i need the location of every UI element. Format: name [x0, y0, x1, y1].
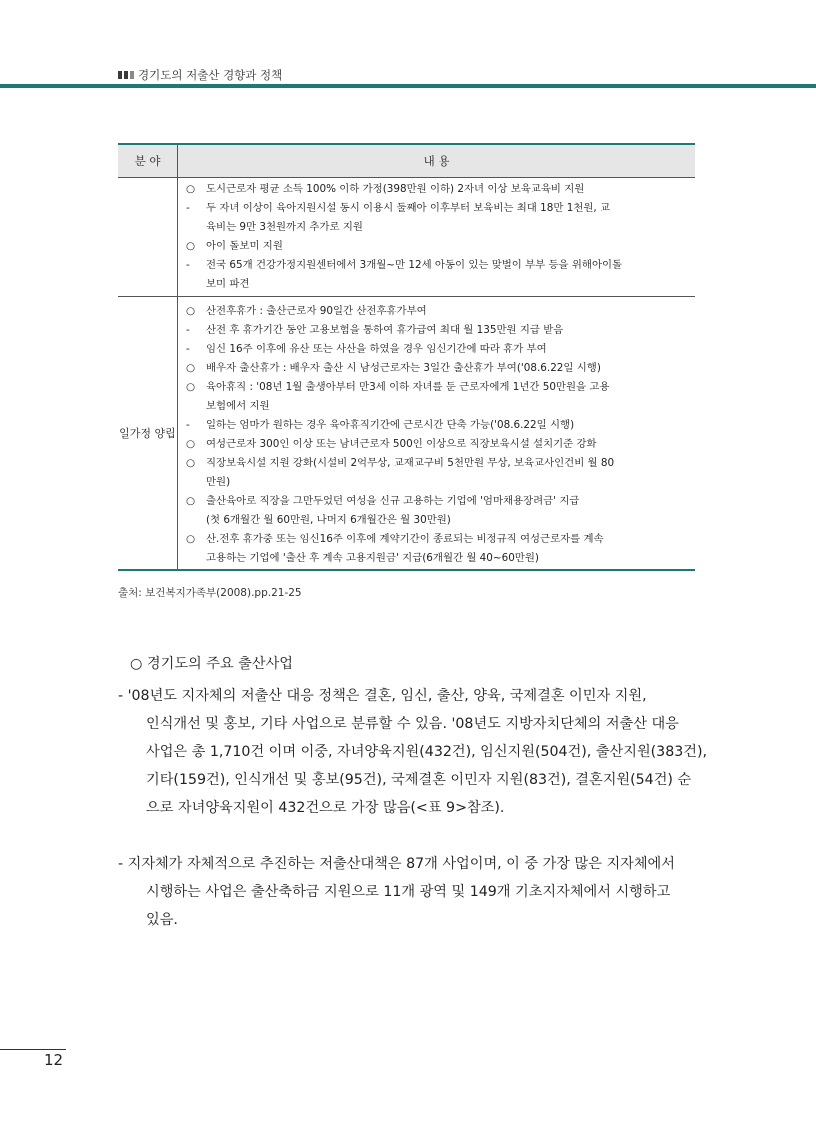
paragraph-line: 사업은 총 1,710건 이며 이중, 자녀양육지원(432건), 임신지원(504건), 출산지원(383건), — [146, 744, 708, 760]
list-item: ○ 산.전후 휴가중 또는 임신16주 이후에 계약기간이 종료되는 비정규직 여성근로자를 계속 — [186, 533, 604, 545]
list-item: ○ 직장보육시설 지원 강화(시설비 2억무상, 교재교구비 5천만원 무상, 보육교사인건비 월 80 — [186, 457, 615, 469]
row-field — [118, 178, 178, 297]
paragraph-line: 인식개선 및 홍보, 기타 사업으로 분류할 수 있음. '08년도 지방자치단체의 저출산 대응 — [146, 716, 679, 732]
paragraph-line: 으로 자녀양육지원이 432건으로 가장 많음(<표 9>참조). — [146, 800, 505, 816]
table-header-row — [118, 144, 695, 178]
list-item: ○ 여성근로자 300인 이상 또는 남녀근로자 500인 이상으로 직장보육시설 설치기준 강화 — [186, 438, 597, 450]
list-item-continued: 만원) — [206, 476, 231, 488]
section-heading: ○ 경기도의 주요 출산사업 — [130, 656, 293, 672]
list-item: ○ 도시근로자 평균 소득 100% 이하 가정(398만원 이하) 2자녀 이상 보육교육비 지원 — [186, 183, 585, 195]
table-row — [118, 178, 695, 297]
column-header-field: 분 야 — [118, 144, 178, 178]
paragraph-line: 기타(159건), 인식개선 및 홍보(95건), 국제결혼 이민자 지원(83건), 결혼지원(54건) 순 — [146, 772, 692, 788]
footer-rule — [0, 1049, 66, 1050]
table-row — [118, 297, 695, 571]
row-content — [178, 297, 696, 571]
list-item-continued: 육비는 9만 3천원까지 추가로 지원 — [206, 221, 363, 233]
list-item-continued: (첫 6개월간 월 60만원, 나머지 6개월간은 월 30만원) — [206, 514, 451, 526]
list-item: - 임신 16주 이후에 유산 또는 사산을 하였을 경우 임신기간에 따라 휴가 부여 — [186, 343, 547, 355]
list-item: - 전국 65개 건강가정지원센터에서 3개월~만 12세 아동이 있는 맞벌이 부부 등을 위해아이돌 — [186, 259, 623, 271]
list-item-continued: 고용하는 기업에 '출산 후 계속 고용지원금' 지급(6개월간 월 40~60만원) — [206, 552, 539, 564]
table-source-note: 출처: 보건복지가족부(2008).pp.21-25 — [118, 587, 302, 599]
list-item: ○ 배우자 출산휴가 : 배우자 출산 시 남성근로자는 3일간 출산휴가 부여('08.6.22일 시행) — [186, 362, 601, 374]
row-content — [178, 178, 696, 297]
paragraph-line: 있음. — [146, 912, 178, 928]
paragraph-line: - '08년도 지자체의 저출산 대응 정책은 결혼, 임신, 출산, 양육, 국제결혼 이민자 지원, — [118, 688, 647, 704]
paragraph-line: - 지자체가 자체적으로 추진하는 저출산대책은 87개 사업이며, 이 중 가장 많은 지자체에서 — [118, 856, 675, 872]
list-item-continued: 보험에서 지원 — [206, 400, 270, 412]
circle-bullet-icon: ○ — [130, 656, 143, 672]
policy-table — [118, 143, 695, 571]
list-item: ○ 출산육아로 직장을 그만두었던 여성을 신규 고용하는 기업에 '엄마채용장려금' 지급 — [186, 495, 580, 507]
list-item: ○ 육아휴직 : '08년 1월 출생아부터 만3세 이하 자녀를 둔 근로자에게 1년간 50만원을 고용 — [186, 381, 610, 393]
list-item: ○ 아이 돌보미 지원 — [186, 240, 283, 252]
list-item: - 두 자녀 이상이 육아지원시설 동시 이용시 둘째아 이후부터 보육비는 최대 18만 1천원, 교 — [186, 202, 611, 214]
header-rule — [0, 84, 816, 88]
list-item-continued: 보미 파견 — [206, 278, 250, 290]
row-field: 일가정 양립 — [118, 297, 178, 571]
list-item: - 산전 후 휴가기간 동안 고용보험을 통하여 휴가급여 최대 월 135만원 지급 받음 — [186, 324, 564, 336]
list-item: - 일하는 엄마가 원하는 경우 육아휴직기간에 근로시간 단축 가능('08.6.22일 시행) — [186, 419, 575, 431]
list-item: ○ 산전후휴가 : 출산근로자 90일간 산전후휴가부여 — [186, 305, 427, 317]
page-number: 12 — [44, 1051, 64, 1069]
header-marks — [118, 71, 134, 79]
column-header-content: 내 용 — [178, 144, 696, 178]
running-header-title: 경기도의 저출산 경향과 정책 — [138, 68, 283, 82]
paragraph-line: 시행하는 사업은 출산축하금 지원으로 11개 광역 및 149개 기초지자체에서 시행하고 — [146, 884, 671, 900]
